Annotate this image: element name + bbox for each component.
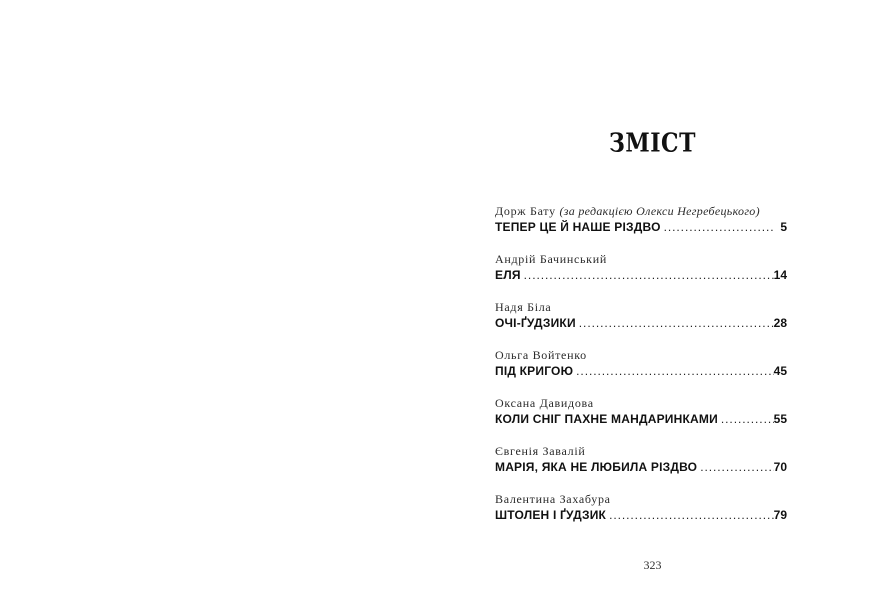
toc-author-note: (за редакцією Олекси Негребецького) xyxy=(559,204,760,218)
toc-author: Андрій Бачинський xyxy=(495,252,607,266)
toc-author: Дорж Бату (за редакцією Олекси Негребецького) xyxy=(495,204,760,218)
toc-page-number: 28 xyxy=(773,316,787,330)
toc-entry xyxy=(495,299,787,347)
toc-entry xyxy=(495,347,787,395)
toc-story-line[interactable] xyxy=(495,267,787,284)
toc-entry xyxy=(495,395,787,443)
toc-leader-dots xyxy=(606,507,774,524)
toc-story-title: ШТОЛЕН І ҐУДЗИК xyxy=(495,508,607,522)
toc-story-line[interactable] xyxy=(495,315,787,332)
toc-story-title: КОЛИ СНІГ ПАХНЕ МАНДАРИНКАМИ xyxy=(495,412,718,426)
toc-entry xyxy=(495,251,787,299)
toc-author: Оксана Давидова xyxy=(495,396,594,410)
toc-leader-dots xyxy=(661,219,775,236)
toc-page-number: 55 xyxy=(773,412,787,426)
toc-story-line[interactable] xyxy=(495,507,787,524)
toc-page-number: 70 xyxy=(773,460,787,474)
toc-author: Ольга Войтенко xyxy=(495,348,587,362)
page-title: ЗМІСТ xyxy=(609,128,696,159)
toc-story-title: ТЕПЕР ЦЕ Й НАШЕ РІЗДВО xyxy=(495,220,661,234)
toc-author: Надя Біла xyxy=(495,300,552,314)
toc-story-title: ОЧІ-ҐУДЗИКИ xyxy=(495,316,576,330)
toc-story-line[interactable] xyxy=(495,363,787,380)
toc-page-number: 14 xyxy=(773,268,787,282)
toc-story-line[interactable] xyxy=(495,219,787,236)
toc-leader-dots xyxy=(718,411,774,428)
toc-leader-dots xyxy=(576,315,774,332)
toc-page-number: 79 xyxy=(773,508,787,522)
toc-story-line[interactable] xyxy=(495,411,787,428)
toc-page-number: 45 xyxy=(773,364,787,378)
toc-entry xyxy=(495,443,787,491)
toc-leader-dots xyxy=(573,363,773,380)
toc-author: Євгенія Завалій xyxy=(495,444,586,458)
toc-story-title: ПІД КРИГОЮ xyxy=(495,364,574,378)
toc-leader-dots xyxy=(521,267,774,284)
table-of-contents xyxy=(495,203,787,539)
right-page xyxy=(435,0,870,600)
toc-page-number: 5 xyxy=(780,220,787,234)
toc-author: Валентина Захабура xyxy=(495,492,611,506)
toc-story-title: ЕЛЯ xyxy=(495,268,521,282)
toc-entry xyxy=(495,203,787,251)
toc-leader-dots xyxy=(697,459,773,476)
page-number-folio: 323 xyxy=(643,558,662,572)
toc-story-line[interactable] xyxy=(495,459,787,476)
toc-entry xyxy=(495,491,787,539)
toc-story-title: МАРІЯ, ЯКА НЕ ЛЮБИЛА РІЗДВО xyxy=(495,460,698,474)
